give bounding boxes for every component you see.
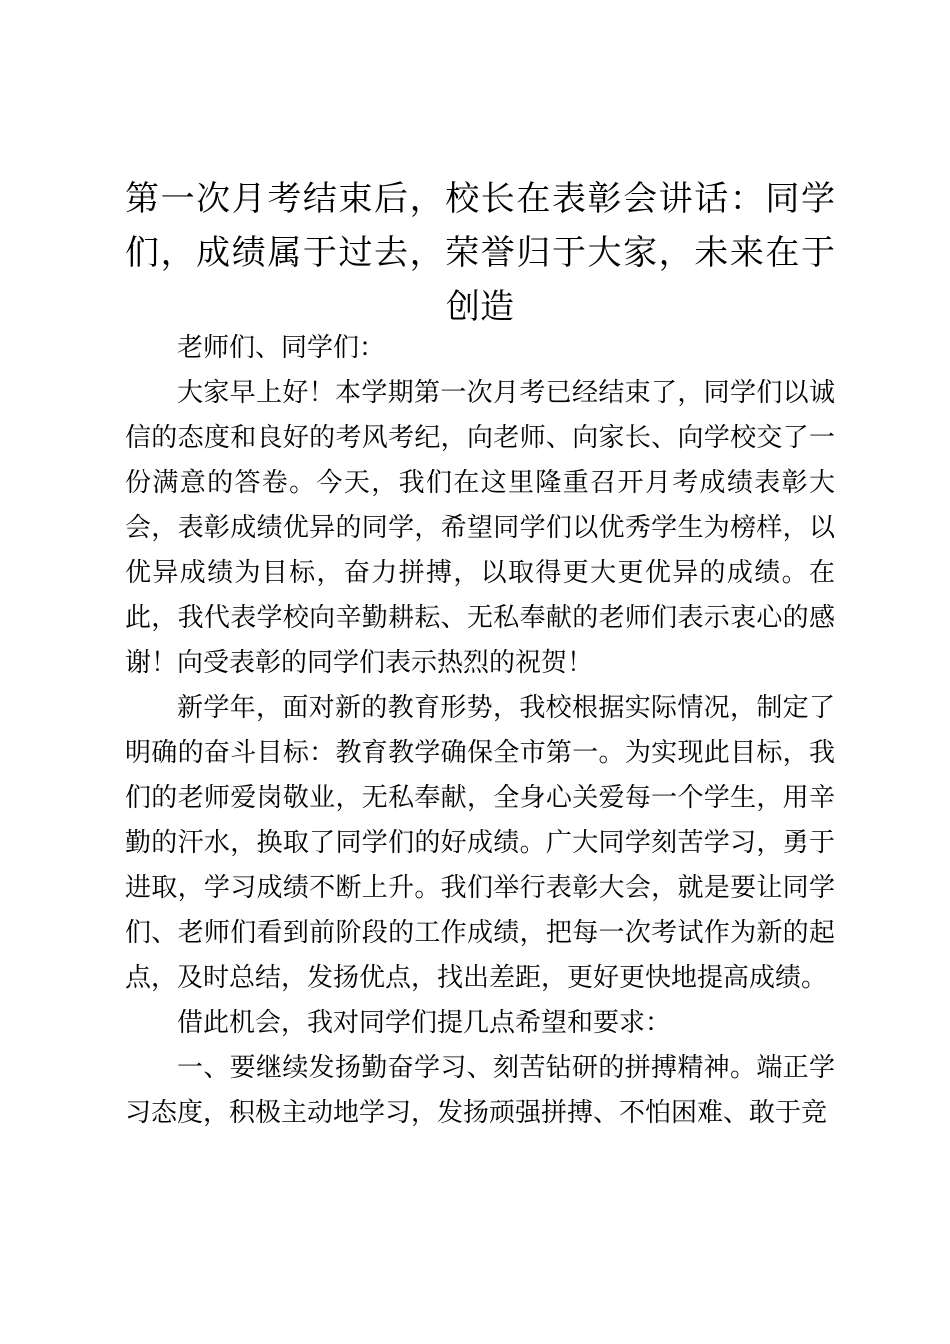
paragraph: 大家早上好！本学期第一次月考已经结束了，同学们以诚信的态度和良好的考风考纪，向老师、向家长、向学校交了一份满意的答卷。今天，我们在这里隆重召开月考成绩表彰大会，表彰成绩优异的同学，希望同学们以优秀学生为榜样，以优异成绩为目标，奋力拼搏，以取得更大更优异的成绩。在此，我代表学校向辛勤耕耘、无私奉献的老师们表示衷心的感谢！向受表彰的同学们表示热烈的祝贺！ xyxy=(125,378,835,678)
document-body xyxy=(125,326,835,1136)
paragraph: 一、要继续发扬勤奋学习、刻苦钻研的拼搏精神。端正学习态度，积极主动地学习，发扬顽强拼搏、不怕困难、敢于竞 xyxy=(125,1053,835,1128)
paragraph-salutation: 老师们、同学们： xyxy=(177,333,386,363)
document-title: 第一次月考结束后，校长在表彰会讲话：同学们，成绩属于过去，荣誉归于大家，未来在于创造 xyxy=(125,179,835,327)
paragraph: 借此机会，我对同学们提几点希望和要求： xyxy=(177,1008,672,1038)
paragraph: 新学年，面对新的教育形势，我校根据实际情况，制定了明确的奋斗目标：教育教学确保全市第一。为实现此目标，我们的老师爱岗敬业，无私奉献，全身心关爱每一个学生，用辛勤的汗水，换取了同学们的好成绩。广大同学刻苦学习，勇于进取，学习成绩不断上升。我们举行表彰大会，就是要让同学们、老师们看到前阶段的工作成绩，把每一次考试作为新的起点，及时总结，发扬优点，找出差距，更好更快地提高成绩。 xyxy=(125,693,835,993)
